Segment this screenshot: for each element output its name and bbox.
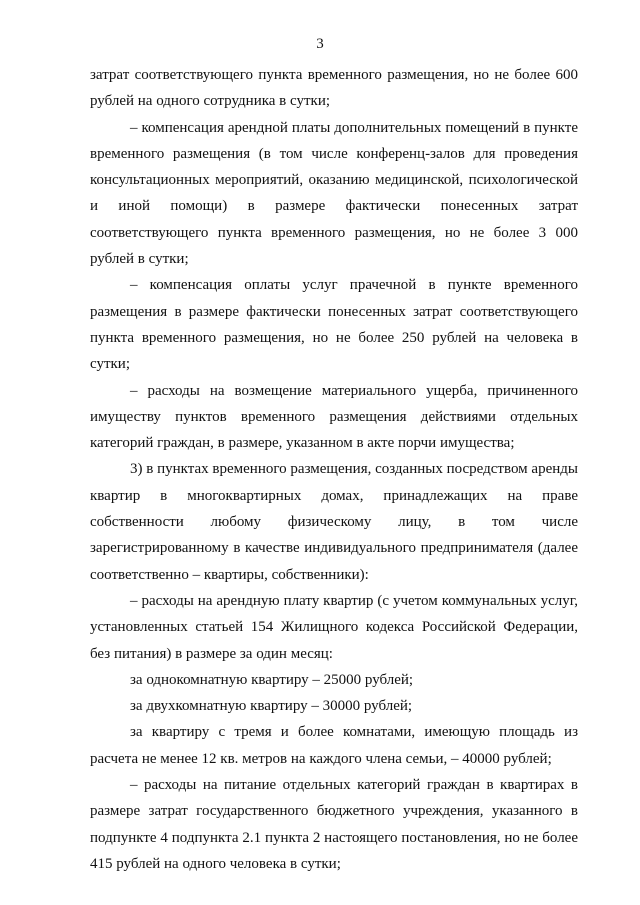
paragraph-10: – расходы на питание отдельных категорий граждан в квартирах в размере затрат государственного бюджетного учреждения, указанного в подпункте 4 подпункта 2.1 пункта 2 настоящего постановления, но не более 415 рублей на одного человека в сутки;	[90, 777, 578, 872]
paragraph-3: – компенсация оплаты услуг прачечной в пункте временного размещения в размере фактически понесенных затрат соответствующего пункта временного размещения, но не более 250 рублей на человека в сутки;	[90, 277, 578, 373]
paragraph-6: – расходы на арендную плату квартир (с учетом коммунальных услуг, установленных статьей 154 Жилищного кодекса Российской Федерации, без питания) в размере за один месяц:	[90, 592, 578, 662]
document-body	[90, 62, 578, 877]
paragraph-2: – компенсация арендной платы дополнительных помещений в пункте временного размещения (в том числе конференц-залов для проведения консультационных мероприятий, оказанию медицинской, психологической и иной помощи) в размере фактически понесенных затрат соответствующего пункта временного размещения, но не более 3 000 рублей в сутки;	[90, 119, 578, 268]
paragraph-4: – расходы на возмещение материального ущерба, причиненного имуществу пунктов временного размещения действиями отдельных категорий граждан, в размере, указанном в акте порчи имущества;	[90, 382, 578, 452]
paragraph-7: за однокомнатную квартиру – 25000 рублей;	[130, 671, 414, 688]
paragraph-5: 3) в пунктах временного размещения, созданных посредством аренды квартир в многоквартирных домах, принадлежащих на праве собственности любому физическому лицу, в том числе зарегистрированному в качестве индивидуального предпринимателя (далее соответственно – квартиры, собственники):	[90, 461, 578, 583]
paragraph-8: за двухкомнатную квартиру – 30000 рублей;	[130, 698, 413, 715]
paragraph-9: за квартиру с тремя и более комнатами, имеющую площадь из расчета не менее 12 кв. метров на каждого члена семьи, – 40000 рублей;	[90, 724, 578, 767]
paragraph-1: затрат соответствующего пункта временного размещения, но не более 600 рублей на одного сотрудника в сутки;	[90, 67, 578, 110]
page-number: 3	[316, 36, 324, 52]
